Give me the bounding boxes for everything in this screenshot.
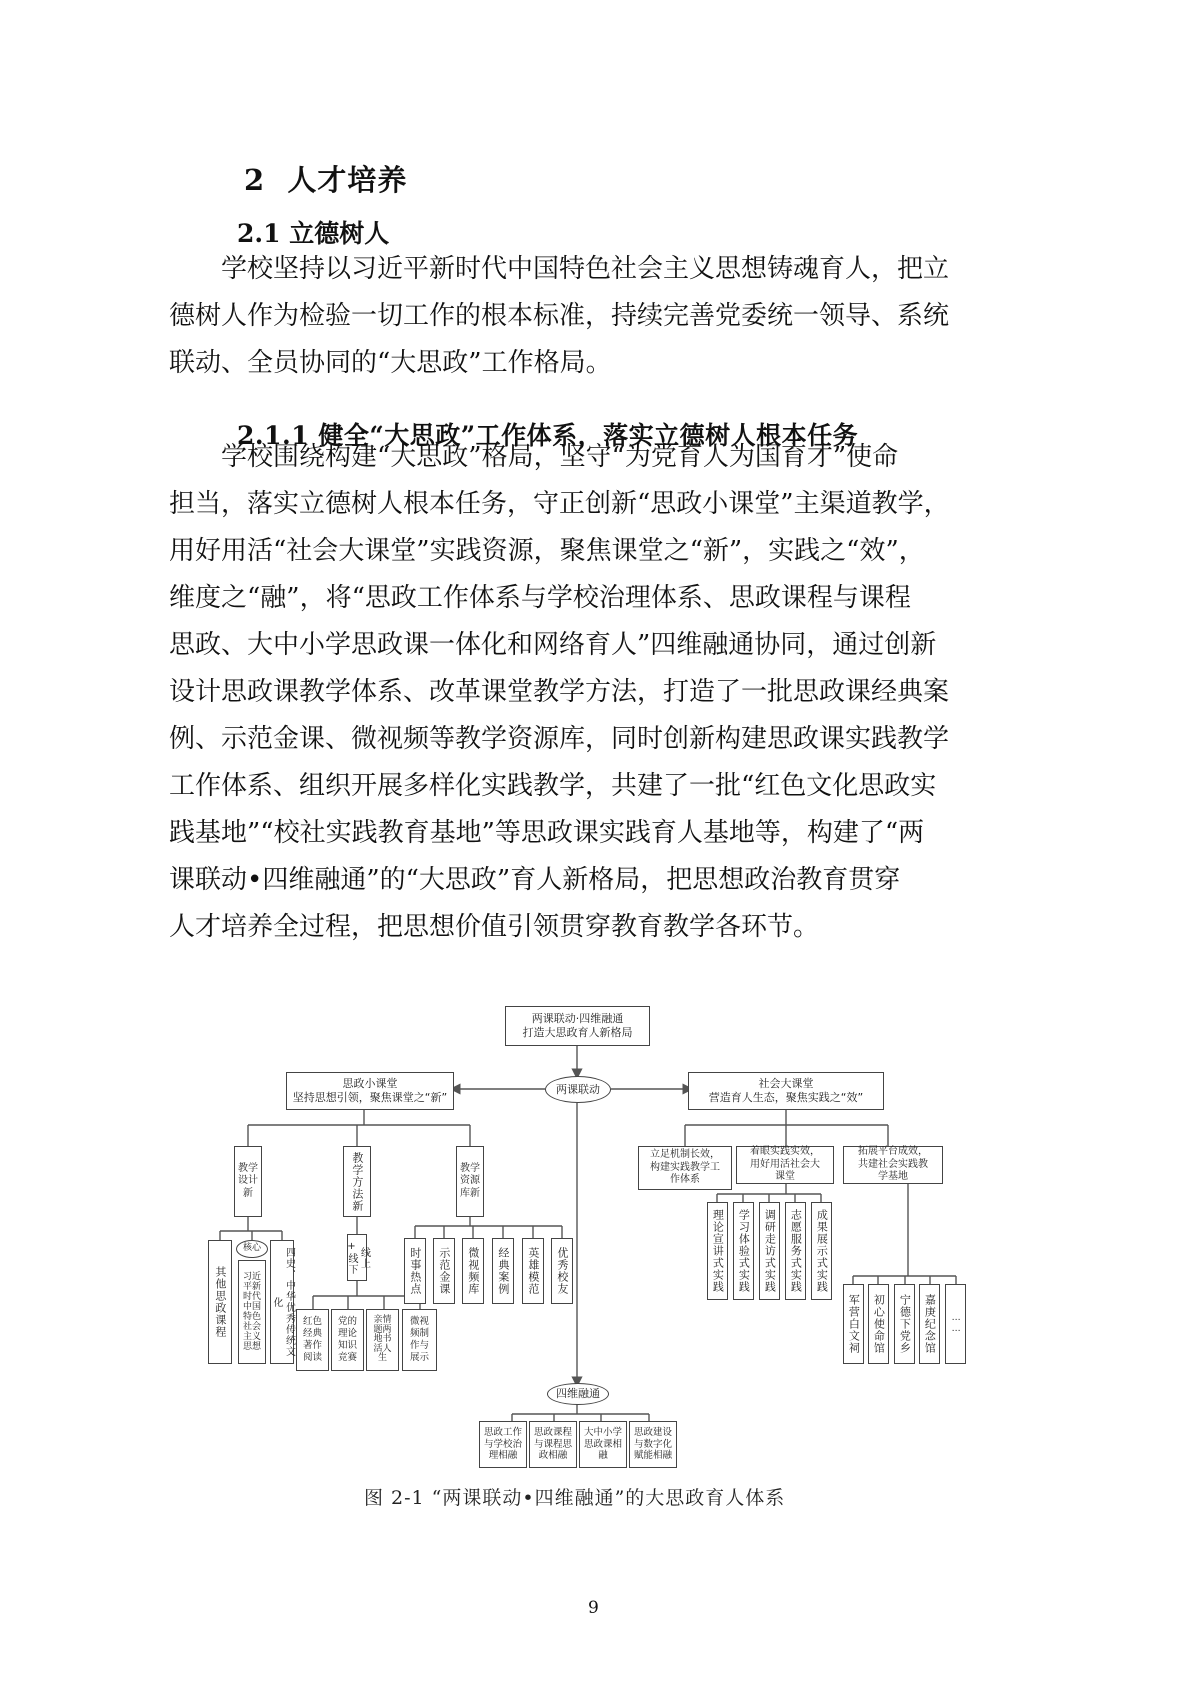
paragraph-line: 课联动•四维融通”的“大思政”育人新格局，把思想政治教育贯穿 — [169, 865, 901, 895]
integration-item: 大中小学 思政课相 融 — [579, 1421, 627, 1468]
practice-item: 成果展示式实践 — [811, 1202, 832, 1300]
resource-item: 示范金课 — [433, 1238, 455, 1304]
chapter-heading — [244, 158, 407, 199]
practice-effect-box: 着眼实践实效， 用好用活社会大 课堂 — [736, 1146, 834, 1184]
teaching-method-box: 教学方法新 — [343, 1146, 371, 1217]
method-item: 亲情 题两 地书 活人 生 — [366, 1309, 399, 1371]
resource-item: 优秀校友 — [551, 1238, 573, 1304]
social-big-classroom-box: 社会大课堂 营造育人生态，聚焦实践之“效” — [688, 1072, 884, 1110]
practice-item: 调研走访式实践 — [759, 1202, 780, 1300]
base-item: 嘉庚纪念馆 — [919, 1284, 940, 1364]
resource-item: 微视频库 — [462, 1238, 484, 1304]
resource-item: 英雄模范 — [522, 1238, 544, 1304]
flowchart-figure — [208, 1006, 1038, 1468]
subsection-title: 健全“大思政”工作体系，落实立德树人根本任务 — [318, 421, 859, 450]
four-histories-box: 四史、中华优秀传统文化 — [270, 1240, 294, 1364]
base-item: …… — [945, 1284, 966, 1364]
base-item: 宁德下党乡 — [894, 1284, 915, 1364]
xi-thought-box: 习近 平新 时代 中国 特色 社会 主义 思想 — [238, 1260, 266, 1364]
paragraph-line: 人才培养全过程，把思想价值引领贯穿教育教学各环节。 — [169, 912, 820, 942]
practice-item: 学习体验式实践 — [733, 1202, 754, 1300]
paragraph-line: 学校围绕构建“大思政”格局，坚守“为党育人为国育才”使命 — [221, 442, 899, 472]
sizheng-small-classroom-box: 思政小课堂 坚持思想引领，聚焦课堂之“新” — [286, 1072, 454, 1110]
section-number: 2.1 — [237, 219, 281, 248]
teaching-design-box: 教学 设计 新 — [234, 1146, 262, 1217]
top-box: 两课联动·四维融通 打造大思政育人新格局 — [505, 1006, 650, 1046]
section-heading — [237, 214, 389, 250]
paragraph-line: 用好用活“社会大课堂”实践资源，聚焦课堂之“新”，实践之“效”， — [169, 536, 925, 566]
paragraph-line: 维度之“融”，将“思政工作体系与学校治理体系、思政课程与课程 — [169, 583, 911, 613]
resource-item: 经典案例 — [492, 1238, 514, 1304]
integration-item: 思政建设 与数字化 赋能相融 — [629, 1421, 677, 1468]
integration-item: 思政工作 与学校治 理相融 — [479, 1421, 527, 1468]
four-dimension-oval: 四维融通 — [547, 1383, 609, 1405]
base-item: 初心使命馆 — [868, 1284, 889, 1364]
method-item: 红色 经典 著作 阅读 — [296, 1309, 329, 1371]
other-courses-box: 其他思政课程 — [208, 1240, 232, 1364]
practice-item: 志愿服务式实践 — [785, 1202, 806, 1300]
paragraph-line: 例、示范金课、微视频等教学资源库，同时创新构建思政课实践教学 — [169, 724, 950, 754]
chapter-title: 人才培养 — [287, 163, 408, 197]
two-class-linkage-oval: 两课联动 — [545, 1076, 611, 1103]
paragraph-line: 联动、全员协同的“大思政”工作格局。 — [169, 348, 612, 378]
paragraph-line: 设计思政课教学体系、改革课堂教学方法，打造了一批思政课经典案 — [169, 677, 950, 707]
resource-item: 时事热点 — [404, 1238, 426, 1304]
paragraph-line: 思政、大中小学思政课一体化和网络育人”四维融通协同，通过创新 — [169, 630, 937, 660]
figure-caption: 图 2-1 “两课联动•四维融通”的大思政育人体系 — [364, 1487, 786, 1509]
method-item: 党的 理论 知识 竞赛 — [331, 1309, 364, 1371]
paragraph-line: 践基地”“校社实践教育基地”等思政课实践育人基地等，构建了“两 — [169, 818, 925, 848]
online-offline-box: 线上+线下 — [347, 1234, 367, 1281]
teaching-resource-box: 教学 资源 库新 — [456, 1146, 484, 1217]
integration-item: 思政课程 与课程思 政相融 — [529, 1421, 577, 1468]
chapter-number: 2 — [244, 163, 266, 197]
paragraph-line: 德树人作为检验一切工作的根本标准，持续完善党委统一领导、系统 — [169, 301, 950, 331]
practice-item: 理论宣讲式实践 — [707, 1202, 728, 1300]
section-title: 立德树人 — [289, 219, 390, 248]
paragraph-line: 学校坚持以习近平新时代中国特色社会主义思想铸魂育人，把立 — [221, 254, 950, 284]
paragraph-line: 担当，落实立德树人根本任务，守正创新“思政小课堂”主渠道教学， — [169, 489, 950, 519]
base-item: 军营白文祠 — [843, 1284, 864, 1364]
page-number: 9 — [588, 1598, 599, 1618]
method-item: 微视 频制 作与 展示 — [402, 1309, 437, 1371]
platform-box: 拓展平台成效， 共建社会实践教 学基地 — [843, 1146, 943, 1184]
mechanism-box: 立足机制长效， 构建实践教学工 作体系 — [638, 1146, 732, 1190]
subsection-number: 2.1.1 — [237, 421, 310, 450]
paragraph-line: 工作体系、组织开展多样化实践教学，共建了一批“红色文化思政实 — [169, 771, 937, 801]
core-oval: 核心 — [236, 1240, 268, 1258]
